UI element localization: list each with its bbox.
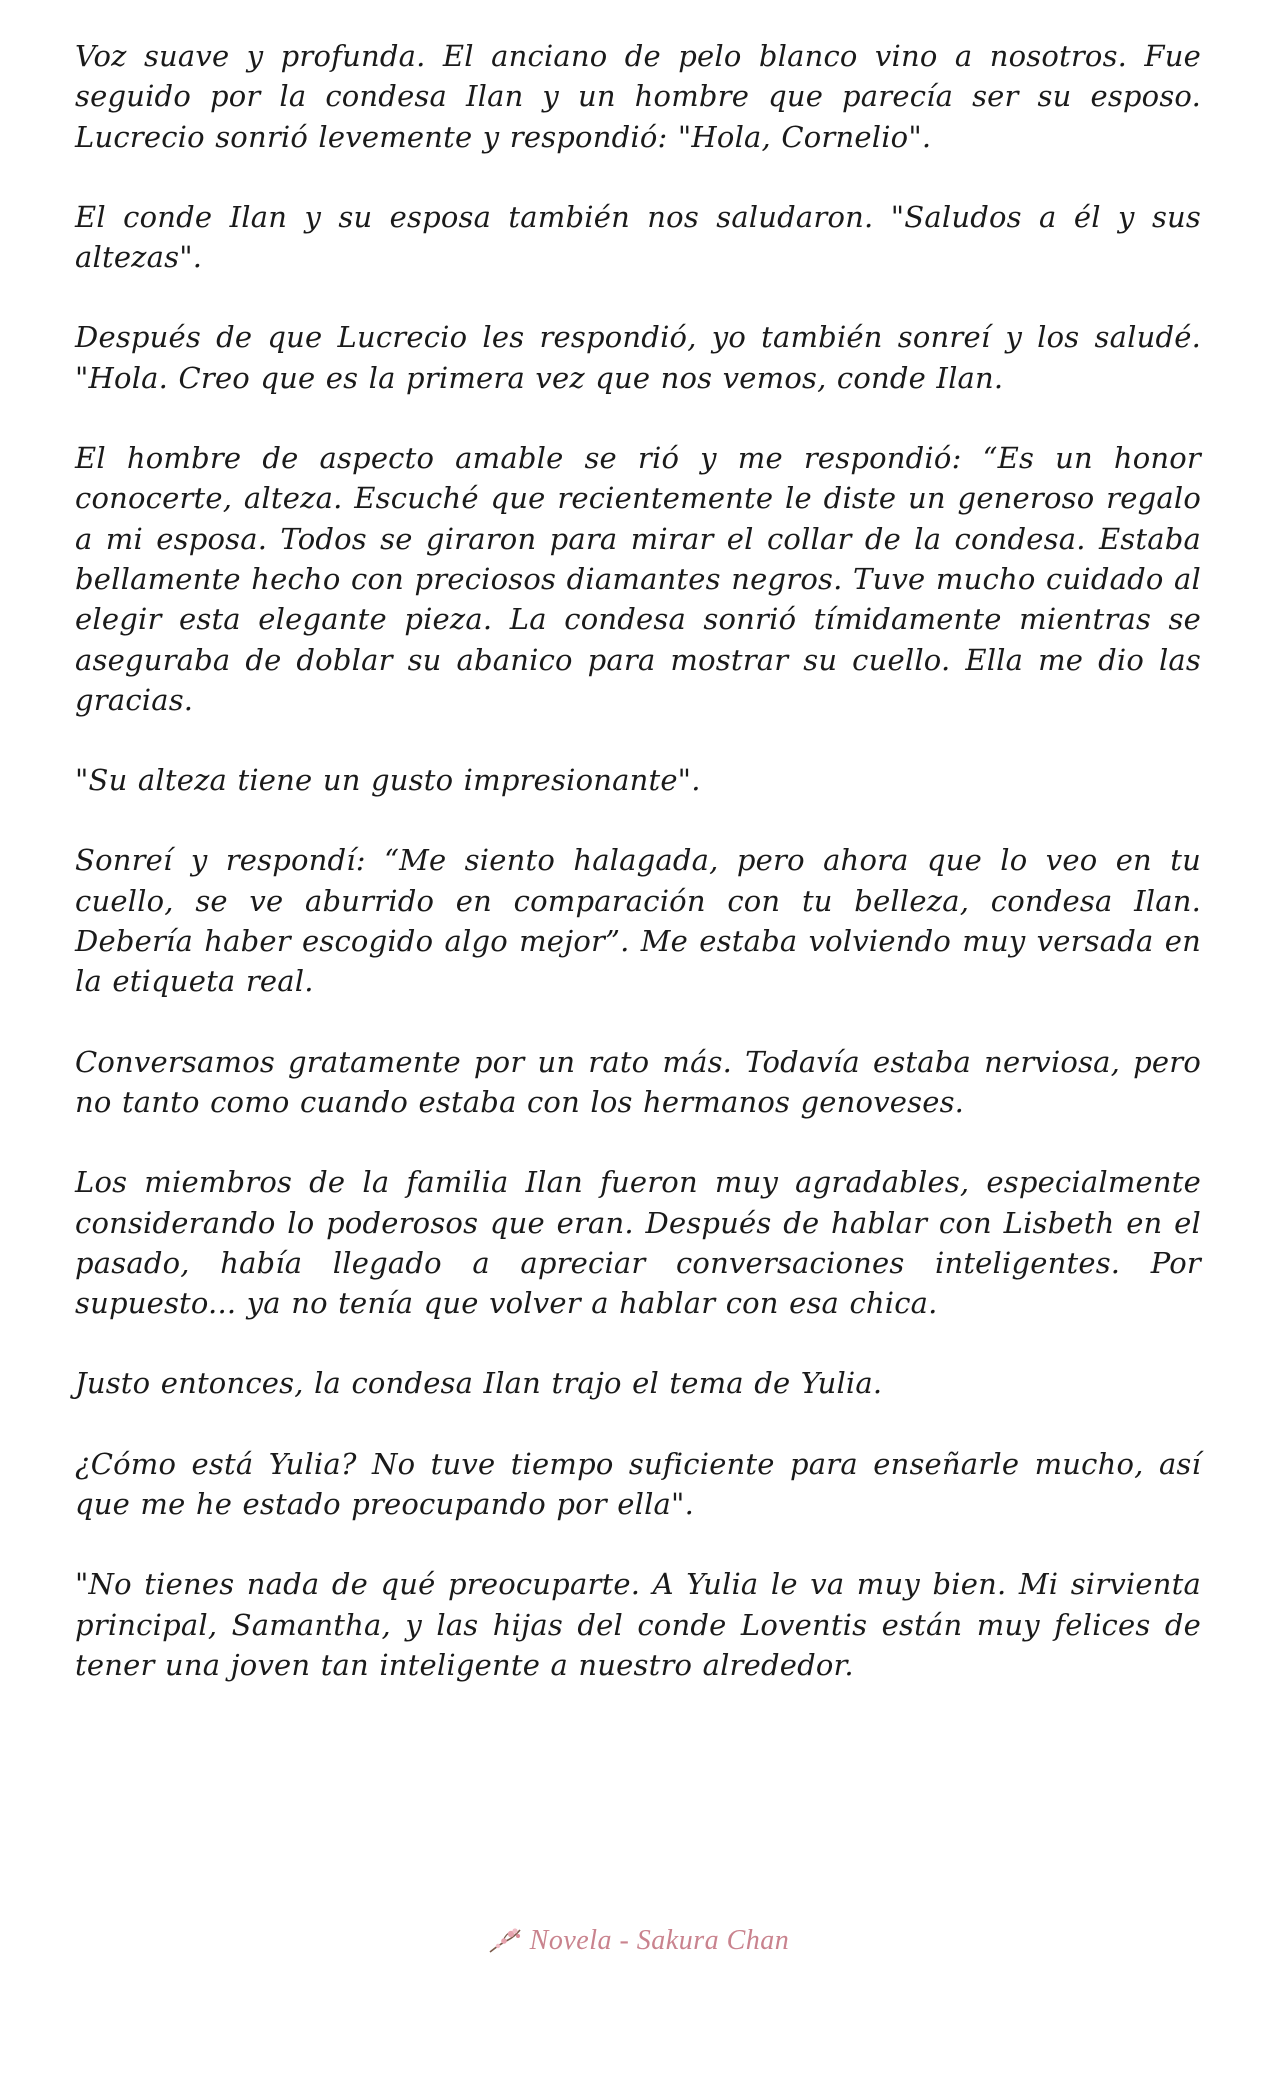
paragraph: El hombre de aspecto amable se rió y me respondió: “Es un honor conocerte, alteza. Escuché que recientemente le diste un generoso regalo a mi esposa. Todos se giraron para mirar el collar de la condesa. Estaba bellamente hecho con preciosos diamantes negros. Tuve mucho cuidado al elegir esta elegante pieza. La condesa sonrió tímidamente mientras se aseguraba de doblar su abanico para mostrar su cuello. Ella me dio las gracias.	[75, 441, 1201, 717]
footer-watermark	[0, 1922, 1275, 1960]
footer-text: Novela - Sakura Chan	[529, 1925, 790, 1956]
paragraph: Después de que Lucrecio les respondió, yo también sonreí y los saludé. "Hola. Creo que es la primera vez que nos vemos, conde Ilan.	[75, 320, 1201, 395]
paragraph: "Su alteza tiene un gusto impresionante".	[75, 763, 701, 798]
paragraph: ¿Cómo está Yulia? No tuve tiempo suficiente para enseñarle mucho, así que me he estado preocupando por ella".	[75, 1446, 1201, 1522]
paragraph: "No tienes nada de qué preocuparte. A Yulia le va muy bien. Mi sirvienta principal, Samantha, y las hijas del conde Loventis están muy felices de tener una joven tan inteligente a nuestro alrededor.	[75, 1567, 1201, 1682]
paragraph: Conversamos gratamente por un rato más. Todavía estaba nerviosa, pero no tanto como cuando estaba con los hermanos genoveses.	[75, 1044, 1201, 1119]
cherry-blossom-icon	[486, 1922, 524, 1960]
paragraph: Los miembros de la familia Ilan fueron muy agradables, especialmente considerando lo poderosos que eran. Después de hablar con Lisbeth en el pasado, había llegado a apreciar conversaciones inteligentes. Por supuesto... ya no tenía que volver a hablar con esa chica.	[75, 1165, 1201, 1321]
paragraph: Sonreí y respondí: “Me siento halagada, pero ahora que lo veo en tu cuello, se ve aburrido en comparación con tu belleza, condesa Ilan. Debería haber escogido algo mejor”. Me estaba volviendo muy versada en la etiqueta real.	[75, 843, 1201, 999]
paragraph: El conde Ilan y su esposa también nos saludaron. "Saludos a él y sus altezas".	[75, 199, 1201, 275]
paragraph: Voz suave y profunda. El anciano de pelo blanco vino a nosotros. Fue seguido por la condesa Ilan y un hombre que parecía ser su esposo. Lucrecio sonrió levemente y respondió: "Hola, Cornelio".	[75, 39, 1201, 154]
paragraph: Justo entonces, la condesa Ilan trajo el tema de Yulia.	[75, 1366, 883, 1401]
document-body	[75, 36, 1201, 1725]
